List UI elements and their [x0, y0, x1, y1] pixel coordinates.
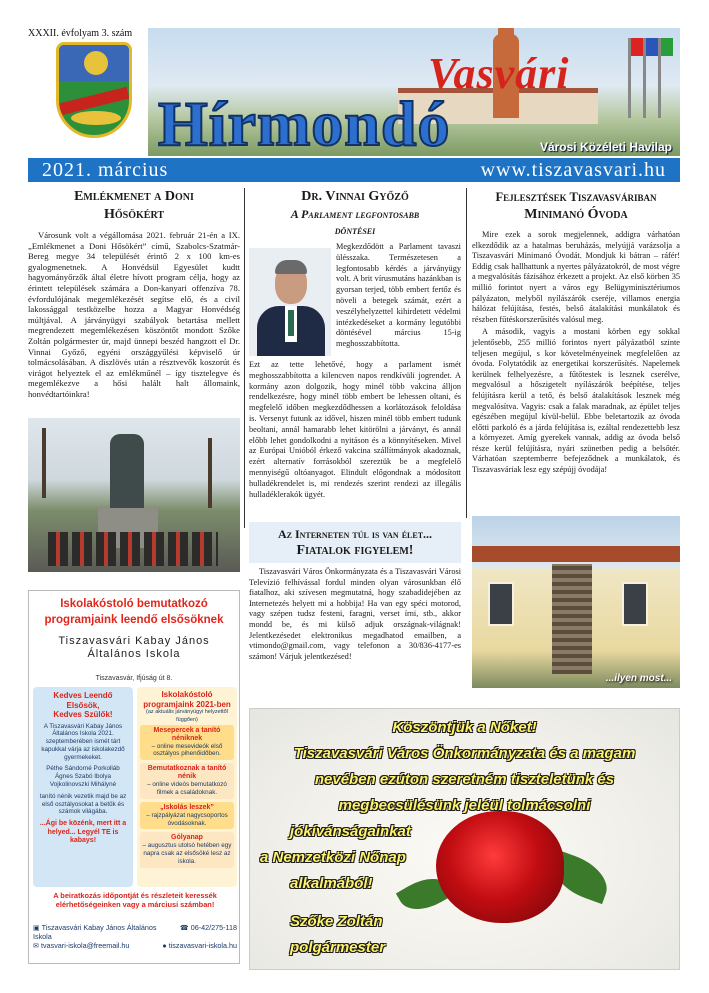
photo-caption: ...ilyen most...	[605, 673, 672, 684]
article-subtitle: A Parlament legfontosabb döntései	[290, 207, 420, 237]
volume-number: XXXII. évfolyam 3. szám	[28, 28, 133, 39]
flag-icon	[658, 38, 661, 118]
article-body: A második, vagyis a mostani körben egy sokkal jelentősebb, 255 millió forintos nyert pályázatból szinte teljesen megújul, s kor követelményeinek megfelelően az óvoda. Folytatódik az energetikai korszerűsítés. Napelemek kerülnek felhelyezésre, a fűtőtestek is lesznek cserélve, megvalósul a hőszigetelt nyílászárók beépítése, teljes felújításra kerül a tető, és belső átalakítások lesznek még megvalósítva. Vagyis: csak a falak maradnak, az épület teljes egészében megújul kívül-belül. Ebbe beletartozik az óvoda előtti parkoló és a járda felújítása is, ezáltal rendezettebb lesz a környezet. Amíg gyerekek vannak, addig az óvoda belső része kerül felújításra, nyári szünetben pedig a belsőtér. Várhatóan szeptemberre befejeződnek a munkálatok, és Tiszavasváriak lesz egy szépújj óvodája!	[472, 327, 680, 475]
youth-call-box	[249, 522, 461, 692]
masthead	[28, 28, 680, 156]
article-body: Mire ezek a sorok megjelennek, addigra várhatóan elkezdődik az a hatalmas beruházás, melyújjá varázsolja a Tiszavasvári Minimanó Óvodát. Mondjuk ki bátran – ráfér! Eddig csak hallhattunk a nyertes pályázatokról, de most végre a megvalósítás fázisához érkezett a projekt. Az első körben 35 millió forintot nyert a város egy Belügyminisztériumos pályázaton, melyből nyílászárók cseréje, villamos energia hálózat felújítása, festés, belső átalakítási munkálatok és részben fűtéskorszerűsítés valósul meg.	[472, 230, 680, 324]
politician-portrait	[249, 248, 331, 356]
masthead-subtitle: Városi Közéleti Havilap	[539, 140, 672, 154]
flyer-contacts	[33, 917, 237, 957]
email-contact[interactable]: ✉ tvasvari-iskola@freemail.hu	[33, 941, 130, 950]
flag-icon	[643, 38, 646, 118]
flag-icon	[628, 38, 631, 118]
issue-date: 2021. március	[42, 159, 169, 181]
womens-day-greeting	[249, 708, 680, 970]
column-divider	[466, 188, 467, 518]
town-crest-icon	[56, 42, 132, 138]
article-body-wide: Ezt az tette lehetővé, hogy a parlament ismét meghosszabbította a kilencven napos rendkívüli jogrendet. A kormány azon dolgozik, hogy minél több vakcina álljon rendelkezésre, hogy minél több embert be lehessen oltani, és megfelelő időben megkezdődhessen a korlátozások feloldása is. Versenyt futunk az idővel, hiszen minél több embert tudunk beoltani, annál hamarabb lehet kitörölni a járványt, és annál előbb lehet gondolkodni a nyitáson és a könnyítéseken. Mivel az Európai Unióból érkező vakcina szállítmányok akadoznak, ezért alternatív forrásokból szereztük be a megfelelő mennyiségű oltóanyagot. Elindult előgondnak a módosított hulladékrendelet is, mi rendezés szerint rendezi az illegális hulladéklerakók ügyét.	[249, 360, 461, 499]
article-parliament	[249, 188, 461, 238]
facebook-contact[interactable]: ▣ Tiszavasvári Kabay János Általános Iskola	[33, 923, 157, 941]
memorial-photo	[28, 418, 240, 572]
school-flyer	[28, 590, 240, 964]
article-title: Fejlesztések Tiszavasváriban Minimanó Óvoda	[495, 190, 657, 222]
school-address: Tiszavasvár, Ifjúság út 8.	[95, 675, 173, 682]
flyer-title: programjaink leendő elsősöknek	[44, 614, 224, 626]
box-heading: Az Interneten túl is van élet... Fiatalok figyelem!	[249, 522, 461, 563]
box-body: Tiszavasvári Város Önkormányzata és a Tiszavasvári Városi Televízió felhívással fordul minden olyan városunkban élő fiatalhoz, aki szívesen megmutatná, hogy szabadidejében az Internetezés helyett mi a hobbija! Ha van egy spéci motorod, vagy szépen tudsz festeni, faragni, verset írni, stb., akkor mondd be, és mi külső adjuk országnak-világnak! Jelentkezésedet elektronikus megadhatod emailben, a vtimondo@gmail.com, vagy telefonon a 30/836-4177-es számon! Várjuk jelentkezésed!	[249, 567, 461, 661]
phone-contact[interactable]: ☎ 06-42/275-118	[179, 923, 237, 932]
masthead-title: Hírmondó	[158, 88, 451, 156]
web-contact[interactable]: ● tiszavasvari-iskola.hu	[162, 941, 237, 950]
masthead-title-top: Vasvári	[428, 49, 570, 98]
article-doni-memorial	[28, 188, 240, 400]
article-title: Emlékmenet a Doni Hősökért	[74, 189, 194, 222]
column-divider	[244, 188, 245, 528]
article-body: Városunk volt a végállomása 2021. február 21-én a IX. „Emlékmenet a Doni Hősökért” című, Szabolcs-Szatmár-Bereg megye 34 települését érintő 2 x 100 km-es gyalogmenetnek. A Honvédsül Egyesület kudtt hagyományőrzők által életre hívott program célja, hogy az érintett települések számára a Don-kanyari offenzíva 78. évfordulójának megemlékezését segítse elő, és a civil lakossággal testközelbe hozza a Magyar Honvédség múltjával. A járványügyi szabályok betartása mellett megrendezett megemlékezésen köszöntőt mondott Szőke Zoltán polgármester úr, majd ünnepi beszéd hangzott el Dr. Vinnai Győző, egyéni országgyűlési képviselő úr tolmácsolásában. A díszlövés után a résztvevők koszorút és virágot helyeztek el az emlékműnél – így tisztelegve és megemlékezve a hősi halált halt állomaink, honvédtartóinkra!	[28, 230, 240, 399]
flyer-right-panel: Iskolakóstoló programjaink 2021-ben (az aktuális járványügyi helyzettől függően) Mesepercek a tanító néniknek – online mesevideók első osztályos pihenőidőben. Bemutatkoznak a tanító nénik – online videós bemutatkozó filmek a családoknak. „Iskolás leszek” – rajzpályázat nagycsoportos óvodásoknak. Gólyanap – augusztus utolsó hetében egy napra csak az elsősöké lesz az iskola.	[137, 687, 237, 887]
flyer-footer: A beiratkozás időpontját és részleteit keressék elérhetőségeinken vagy a márciusi számban!	[53, 891, 217, 909]
flyer-left-panel: Kedves Leendő Elsősök, Kedves Szülők! A Tiszavasvári Kabay János Általános Iskola 2021. szeptemberében ismét tárt kapukkal várja az iskolakezdő gyermekeket. Péthe Sándorné Porkolláb Ágnes Szabó Ibolya Vojkolinovszki Mihályné tanító nénik vezetik majd be az első osztályosokat a betűk és számok világába. ...Ági be közénk, mert itt a helyed... Legyél TE is kabays!	[33, 687, 133, 887]
flyer-title: Iskolakóstoló bemutatkozó	[60, 598, 208, 610]
greeting-text: Köszöntjük a Nőket! Tiszavasvári Város Önkormányzata és a magam nevében ezúton szeretném tiszteletünk és megbecsülésünk jeléül tolmácsolni jókívánságainkat a Nemzetközi Nőnap alkalmából! Szőke Zoltán polgármester	[260, 719, 636, 956]
issue-banner	[28, 158, 680, 182]
website-link[interactable]: www.tiszavasvari.hu	[480, 159, 666, 181]
article-kindergarten	[472, 188, 680, 476]
kindergarten-photo	[472, 516, 680, 688]
article-title: Dr. Vinnai Győző	[301, 189, 409, 204]
article-body-narrow: Megkezdődött a Parlament tavaszi ülésszaka. Természetesen a legfontosabb kérdés a járványügy volt. A brit vírusmutáns hazánkban is gyorsan terjed, több embert fertőz és növeli a betegek számát, ezért a veszélyhelyzettel kihirdetett védelmi intézkedéseket a kormány legutóbbi döntésével március 15-ig meghosszabbította.	[336, 242, 461, 349]
school-name: Tiszavasvári Kabay János Általános Iskola	[58, 635, 210, 660]
